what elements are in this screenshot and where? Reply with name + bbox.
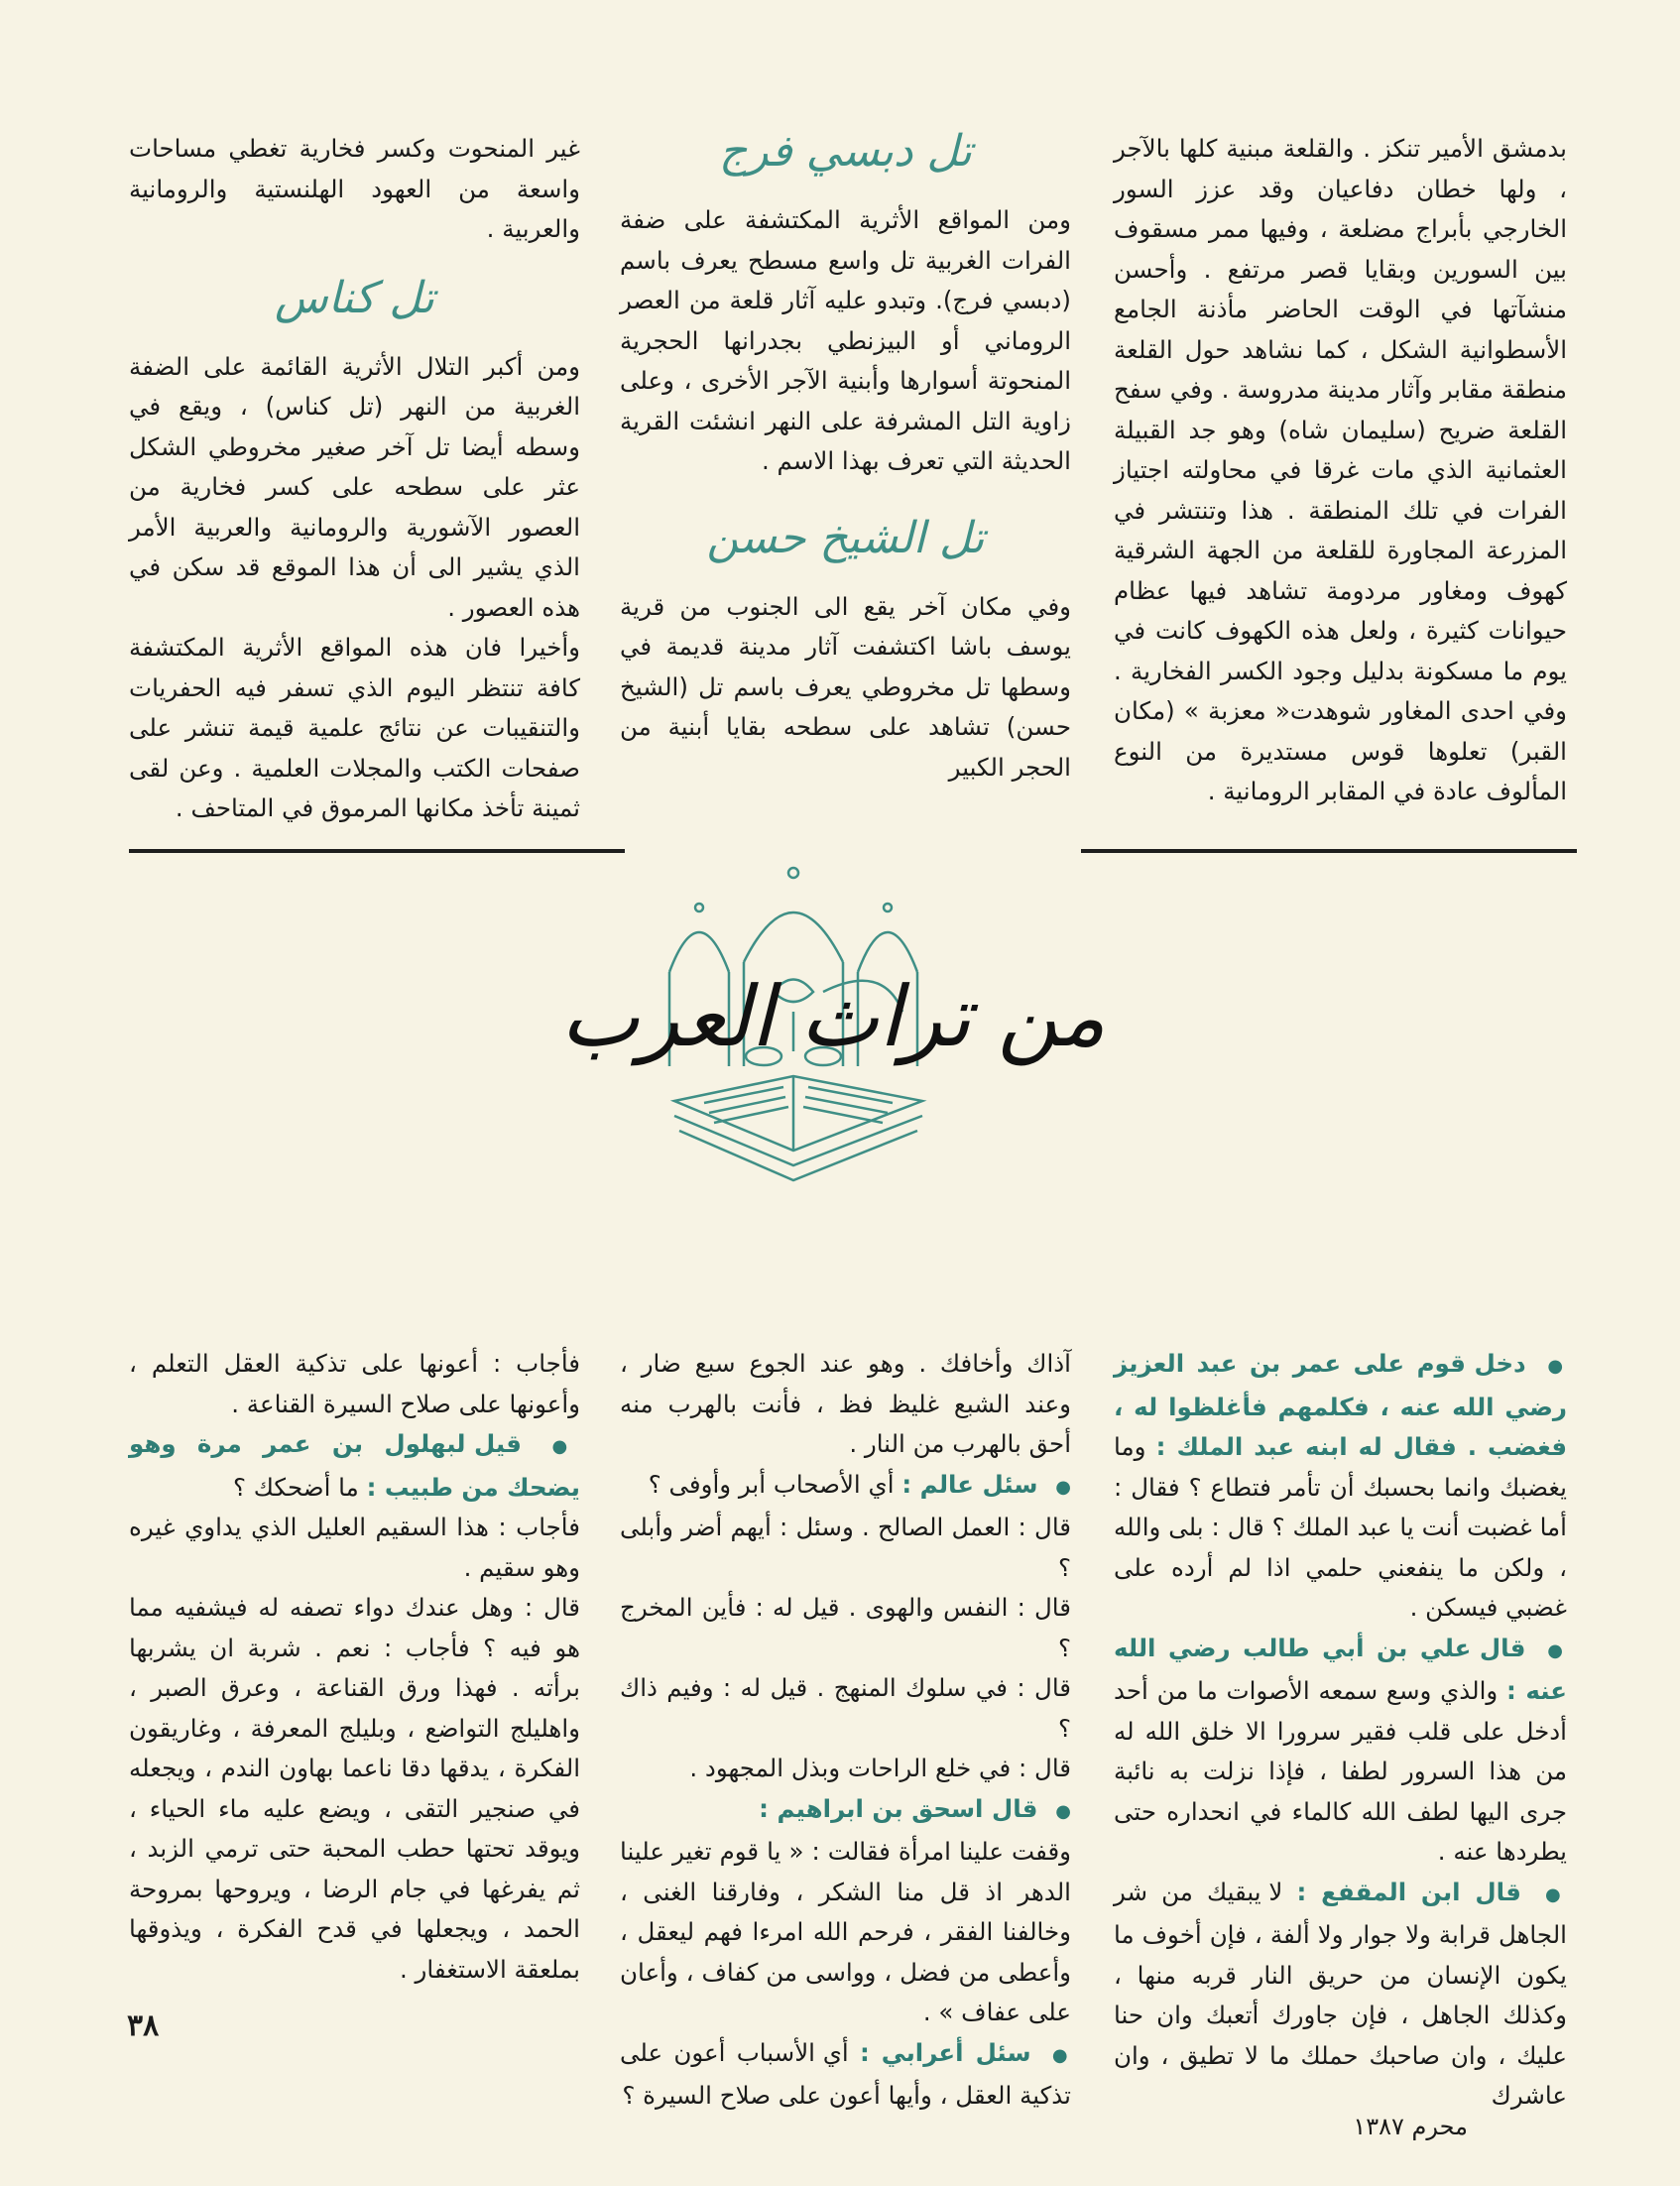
quote-scholar-body: أي الأصحاب أبر وأوفى ؟ <box>648 1469 895 1499</box>
bullet-icon: ● <box>1055 1800 1071 1822</box>
quote-ishaq-lead: قال اسحق بن ابراهيم : <box>759 1793 1038 1823</box>
center-continued: آذاك وأخافك . وهو عند الجوع سبع ضار ، وعند الشبع غليظ فظ ، فأنت بالهرب منه أحق بالهرب من النار . <box>620 1349 1071 1458</box>
heading-tell-dibsi-faraj: تل دبسي فرج <box>718 126 973 177</box>
quote-scholar-lead: سئل عالم : <box>901 1469 1038 1499</box>
top-left-column <box>129 129 580 829</box>
quote-bahlul <box>129 1424 580 1508</box>
quote-ali-body: والذي وسع سمعه الأصوات ما من أحد أدخل على قلب فقير سرورا الا خلق الله له من هذا السرور لطفا ، فإذا نزلت به نائبة جرى اليها لطف الله كالماء في انحداره حتى يطردها عنه . <box>1114 1676 1567 1866</box>
bedouin-answer: فأجاب : أعونها على تذكية العقل التعلم ، وأعونها على صلاح السيرة القناعة . <box>129 1349 580 1418</box>
scholar-line: قال : العمل الصالح . وسئل : أيهم أضر وأبلى ؟ <box>620 1513 1071 1582</box>
bullet-icon: ● <box>1544 1883 1567 1905</box>
scholar-line: قال : النفس والهوى . قيل له : فأين المخرج ؟ <box>620 1593 1071 1662</box>
quote-bedouin-body: أي الأسباب أعون على تذكية العقل ، وأيها أعون على صلاح السيرة ؟ <box>620 2037 1071 2110</box>
bottom-center-column <box>620 1344 1071 2117</box>
emblem-title: من تراث العرب <box>560 968 1106 1065</box>
quote-bedouin-lead: سئل أعرابي : <box>860 2037 1031 2067</box>
quote-ali <box>1114 1629 1567 1873</box>
quote-ali-lead: قال علي بن أبي طالب رضي الله عنه : <box>1114 1633 1567 1705</box>
left-para-finally: وأخيرا فان هذه المواقع الأثرية المكتشفة كافة تنتظر اليوم الذي تسفر فيه الحفريات والتنقيبات عن نتائج علمية قيمة تنشر على صفحات الكتب والمجلات العلمية . وعن لقى ثمينة تأخذ مكانها المرموق في المتاحف . <box>129 633 580 822</box>
quote-ibn-muqaffa-lead: قال ابن المقفع : <box>1296 1877 1521 1906</box>
quote-scholar <box>620 1465 1071 1509</box>
quote-bahlul-body: ما أضحكك ؟ <box>232 1472 359 1502</box>
issue-date-footer: محرم ١٣٨٧ <box>1353 2113 1468 2140</box>
center-para-dibsi: ومن المواقع الأثرية المكتشفة على ضفة الفرات الغربية تل واسع مسطح يعرف باسم (دبسي فرج). وتبدو عليه آثار قلعة من العصر الروماني أو البيزنطي بجدرانها الحجرية المنحوتة أسوارها وأبنية الآجر الأخرى ، وعلى زاوية التل المشرفة على النهر انشئت القرية الحديثة التي تعرف بهذا الاسم . <box>620 205 1071 475</box>
section-emblem <box>466 853 1200 1210</box>
quote-bedouin <box>620 2033 1071 2117</box>
page-number: ٣٨ <box>127 2008 160 2043</box>
quote-ishaq-body: وقفت علينا امرأة فقالت : « يا قوم تغير علينا الدهر اذ قل منا الشكر ، وفارقنا الغنى ، وخالفنا الفقر ، فرحم الله امرءا فهم ليعقل ، وأعطى من فضل ، وواسى من كفاف ، وأعان على عفاف » . <box>620 1837 1071 2026</box>
scholar-line: قال : في خلع الراحات وبذل المجهود . <box>689 1754 1071 1782</box>
bullet-icon: ● <box>1547 1356 1567 1377</box>
bottom-left-column <box>129 1344 580 1990</box>
left-para-continued: غير المنحوت وكسر فخارية تغطي مساحات واسعة من العهود الهلنستية والرومانية والعربية . <box>129 134 580 243</box>
quote-ibn-muqaffa-body: لا يبقيك من شر الجاهل قرابة ولا جوار ولا ألفة ، فإن أخوف ما يكون الإنسان من حريق النار قربه منها ، وكذلك الجاهل ، فإن جاورك أتعبك وان حنا عليك ، وان صاحبك حملك ما لا تطيق ، وان عاشرك <box>1114 1877 1567 2110</box>
top-center-column <box>620 117 1071 788</box>
quote-umar-lead: دخل قوم على عمر بن عبد العزيز رضي الله عنه ، فكلمهم فأغلظوا له ، فغضب . فقال له ابنه عبد الملك : <box>1114 1349 1567 1461</box>
quote-ishaq <box>620 1789 1071 1833</box>
quote-bahlul-lead: قيل لبهلول بن عمر مرة وهو يضحك من طبيب : <box>129 1429 580 1502</box>
bullet-icon: ● <box>551 1436 580 1457</box>
center-para-sheikh: وفي مكان آخر يقع الى الجنوب من قرية يوسف باشا اكتشفت آثار مدينة قديمة في وسطها تل مخروطي يعرف باسم تل (الشيخ حسن) تشاهد على سطحه بقايا أبنية من الحجر الكبير <box>620 591 1071 782</box>
bahlul-remedy: قال : وهل عندك دواء تصفه له فيشفيه مما هو فيه ؟ فأجاب : نعم . شربة ان يشربها برأته . فهذا ورق القناعة ، وعرق الصبر ، واهليلج التواضع ، وبليلج المعرفة ، وغاريقون الفكرة ، يدقها دقا ناعما بهاون الندم ، ويجعله في صنجير التقى ، ويضع عليه ماء الحياء ، ويوقد تحتها حطب المحبة حتى ترمي الزبد ، ثم يفرغها في جام الرضا ، ويروحها بمروحة الحمد ، ويجعلها في قدح الفكرة ، ويذوقها بملعقة الاستغفار . <box>129 1593 580 1984</box>
bullet-icon: ● <box>1055 1476 1071 1498</box>
quote-ibn-muqaffa <box>1114 1873 1567 2117</box>
bottom-right-column <box>1114 1344 1567 2117</box>
top-right-text: بدمشق الأمير تنكز . والقلعة مبنية كلها بالآجر ، ولها خطان دفاعيان وقد عزز السور الخارجي بأبراج مضلعة ، وفيها ممر مسقوف بين السورين وبقايا قصر مرتفع . وأحسن منشآتها في الوقت الحاضر مأذنة الجامع الأسطوانية الشكل ، كما نشاهد حول القلعة منطقة مقابر وآثار مدينة مدروسة . وفي سفح القلعة ضريح (سليمان شاه) وهو جد القبيلة العثمانية الذي مات غرقا في محاولته اجتياز الفرات في تلك المنطقة . هذا وتنتشر في المزرعة المجاورة للقلعة من الجهة الشرقية كهوف ومغاور مردومة تشاهد فيها عظام حيوانات كثيرة ، ولعل هذه الكهوف كانت في يوم ما مسكونة بدليل وجود الكسر الفخارية . وفي احدى المغاور شوهدت« معزبة » (مكان القبر) تعلوها قوس مستديرة من النوع المألوف عادة في المقابر الرومانية . <box>1114 134 1567 805</box>
bullet-icon: ● <box>1547 1640 1567 1661</box>
quote-umar <box>1114 1344 1567 1629</box>
heading-tell-kannas: تل كناس <box>275 272 434 323</box>
left-para-kannas: ومن أكبر التلال الأثرية القائمة على الضفة الغربية من النهر (تل كناس) ، ويقع في وسطه أيضا تل آخر صغير مخروطي الشكل عثر على سطحه على كسر فخارية من العصور الآشورية والرومانية والعربية الأمر الذي يشير الى أن هذا الموقع قد سكن في هذه العصور . <box>129 351 580 622</box>
scholar-line: قال : في سلوك المنهج . قيل له : وفيم ذاك ؟ <box>620 1673 1071 1743</box>
quote-umar-body: وما يغضبك وانما بحسبك أن تأمر فتطاع ؟ فقال : أما غضبت أنت يا عبد الملك ؟ قال : بلى والله ، ولكن ما ينفعني حلمي اذا لم أرده على غضبي فيسكن . <box>1114 1432 1567 1622</box>
heading-tell-sheikh-hassan: تل الشيخ حسن <box>706 512 985 563</box>
bullet-icon: ● <box>1051 2044 1071 2066</box>
bahlul-answer: فأجاب : هذا السقيم العليل الذي يداوي غيره وهو سقيم . <box>129 1513 580 1582</box>
top-right-column <box>1114 129 1567 812</box>
